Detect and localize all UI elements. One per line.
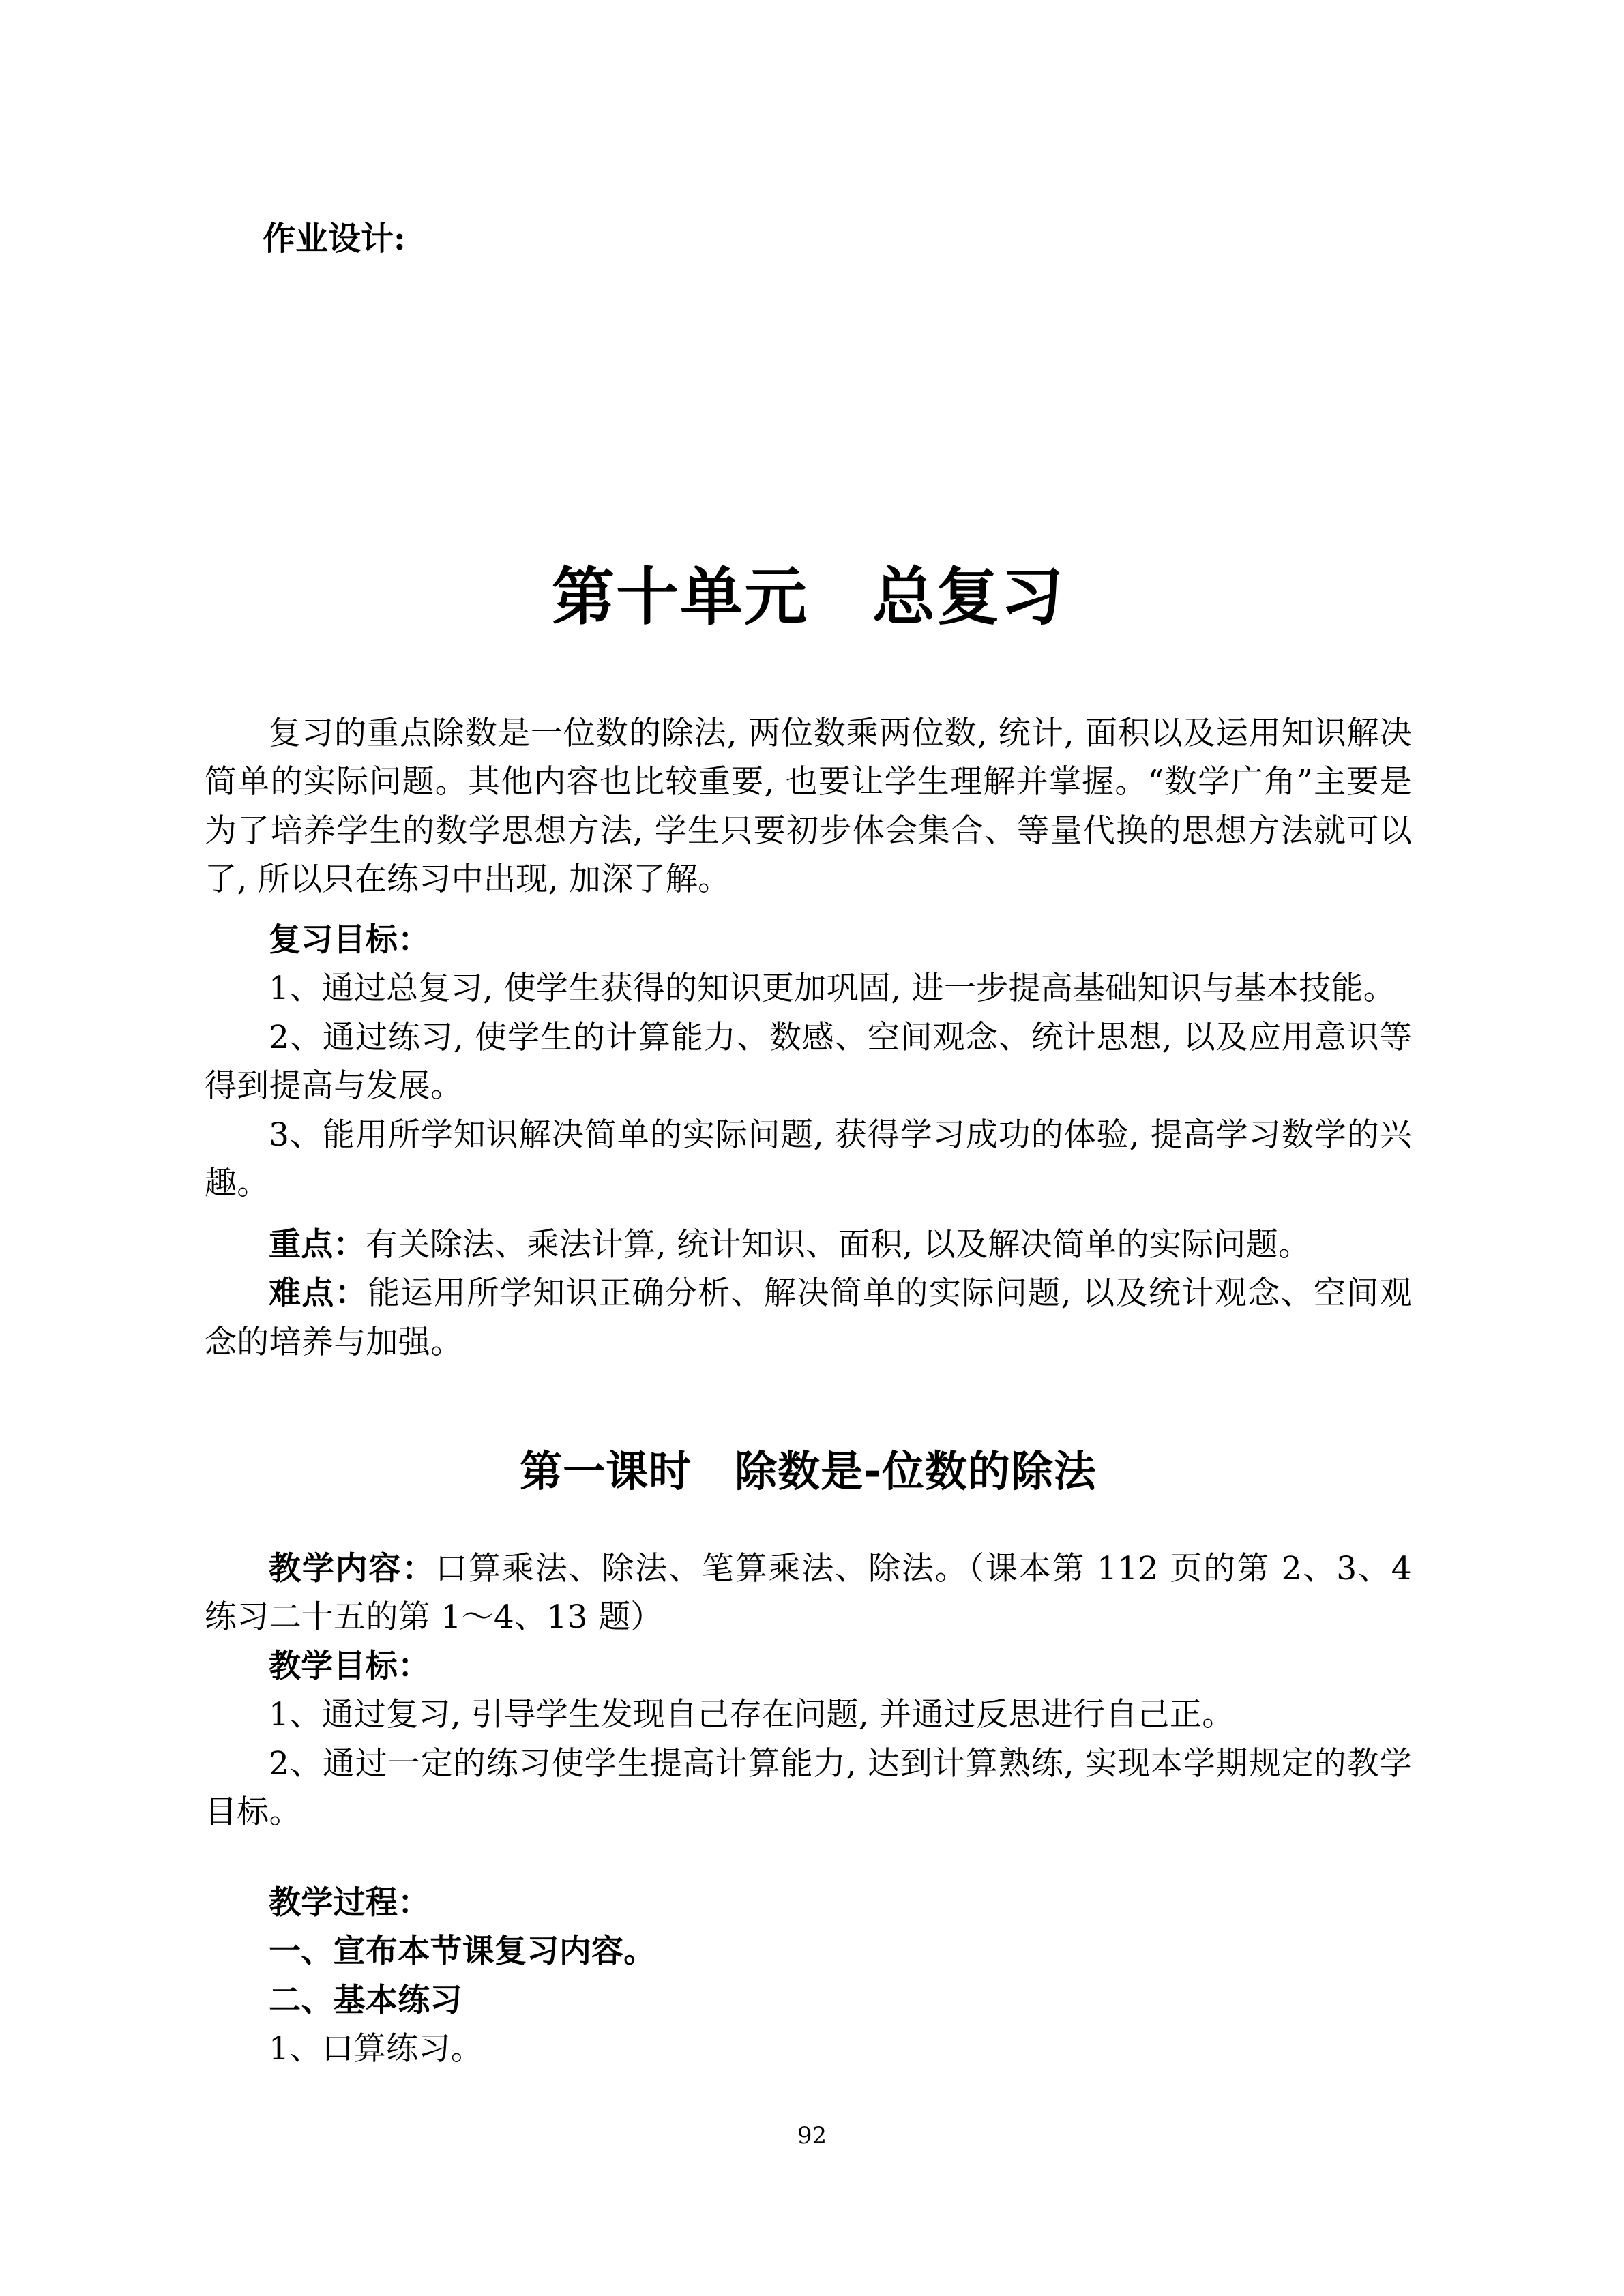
teaching-content-text: 口算乘法、除法、笔算乘法、除法。（课本第 112 页的第 2、3、4 练习二十五的第 1～4、13 题） [205,1550,1413,1637]
lesson-body-block [205,1545,1412,1837]
unit-overview-paragraph: 复习的重点除数是一位数的除法, 两位数乘两位数, 统计, 面积以及运用知识解决简单的实际问题。其他内容也比较重要, 也要让学生理解并掌握。“数学广角”主要是为了培养学生的数学思想方法, 学生只要初步体会集合、等量代换的思想方法就可以了, 所以只在练习中出现, 加深了解。 [205,715,1412,899]
difficulty-line [205,1269,1412,1367]
teaching-content-label: 教学内容： [269,1550,436,1587]
unit-title: 第十单元 总复习 [551,560,1065,633]
procedure-step-item: 二、基本练习 [269,1981,462,2019]
unit-overview-block [205,709,1412,904]
teaching-content-line [205,1545,1412,1642]
teaching-objective-item: 2、通过一定的练习使学生提高计算能力, 达到计算熟练, 实现本学期规定的教学目标。 [205,1744,1412,1832]
review-goal-item: 1、通过总复习, 使学生获得的知识更加巩固, 进一步提高基础知识与基本技能。 [269,970,1396,1008]
procedure-step-item: 一、宣布本节课复习内容。 [269,1933,656,1971]
difficulty-text: 能运用所学知识正确分析、解决简单的实际问题, 以及统计观念、空间观念的培养与加强。 [205,1274,1413,1361]
page-number: 92 [797,2122,827,2149]
teaching-procedure-label: 教学过程： [269,1884,430,1922]
teaching-procedure-block [205,1879,1412,2074]
teaching-objectives-label: 教学目标： [269,1647,430,1685]
key-point-text: 有关除法、乘法计算, 统计知识、面积, 以及解决简单的实际问题。 [365,1226,1311,1264]
assignment-design-label: 作业设计: [263,220,406,258]
teaching-objective-item: 1、通过复习, 引导学生发现自己存在问题, 并通过反思进行自己正。 [269,1696,1235,1734]
lesson-title: 第一课时 除数是-位数的除法 [520,1446,1097,1496]
review-goal-item: 3、能用所学知识解决简单的实际问题, 获得学习成功的体验, 提高学习数学的兴趣。 [205,1116,1412,1203]
difficulty-label: 难点： [269,1274,368,1313]
review-goal-item: 2、通过练习, 使学生的计算能力、数感、空间观念、统计思想, 以及应用意识等得到提高与发展。 [205,1018,1412,1105]
review-goals-block [205,916,1412,1208]
key-point-label: 重点： [269,1226,366,1264]
review-goals-label: 复习目标： [269,921,430,959]
procedure-sub-item: 1、口算练习。 [269,2030,484,2068]
key-point-line [205,1221,1412,1269]
key-difficulty-block [205,1221,1412,1367]
